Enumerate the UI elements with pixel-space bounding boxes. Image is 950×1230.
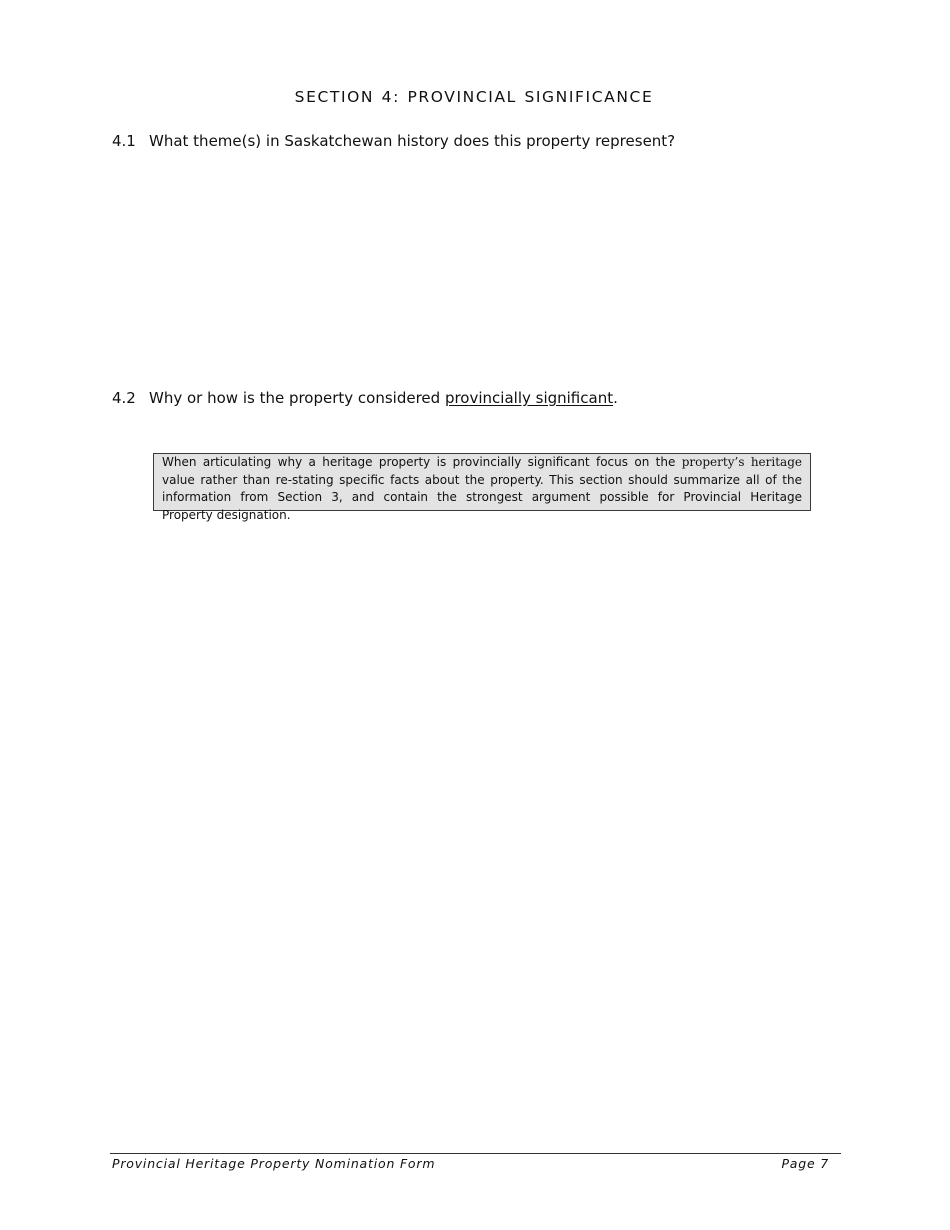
note-text-serif: property’s heritage <box>681 455 802 469</box>
note-text: When articulating why a heritage property is provincially significant focus on the <box>162 455 682 469</box>
guidance-note-box <box>153 453 811 522</box>
footer-form-name: Provincial Heritage Property Nomination Form <box>112 1156 436 1171</box>
note-line <box>162 454 802 472</box>
note-line: value rather than re-stating specific facts about the property. This section should summarize all of the <box>162 472 802 487</box>
question-punctuation: . <box>613 389 618 407</box>
question-text: What theme(s) in Saskatchewan history does this property represent? <box>149 132 676 150</box>
note-line: information from Section 3, and contain the strongest argument possible for Provincial Heritage <box>162 490 802 505</box>
footer-page-number: Page 7 <box>781 1156 829 1171</box>
note-line: Property designation. <box>162 507 291 522</box>
section-title: SECTION 4: PROVINCIAL SIGNIFICANCE <box>294 88 654 106</box>
question-text: Why or how is the property considered <box>149 389 445 407</box>
question-4-2 <box>112 388 618 408</box>
question-number: 4.2 <box>112 389 136 407</box>
underlined-phrase: provincially significant <box>444 389 614 407</box>
question-number: 4.1 <box>112 132 136 150</box>
footer-divider <box>110 1153 841 1154</box>
question-4-1 <box>112 131 675 151</box>
